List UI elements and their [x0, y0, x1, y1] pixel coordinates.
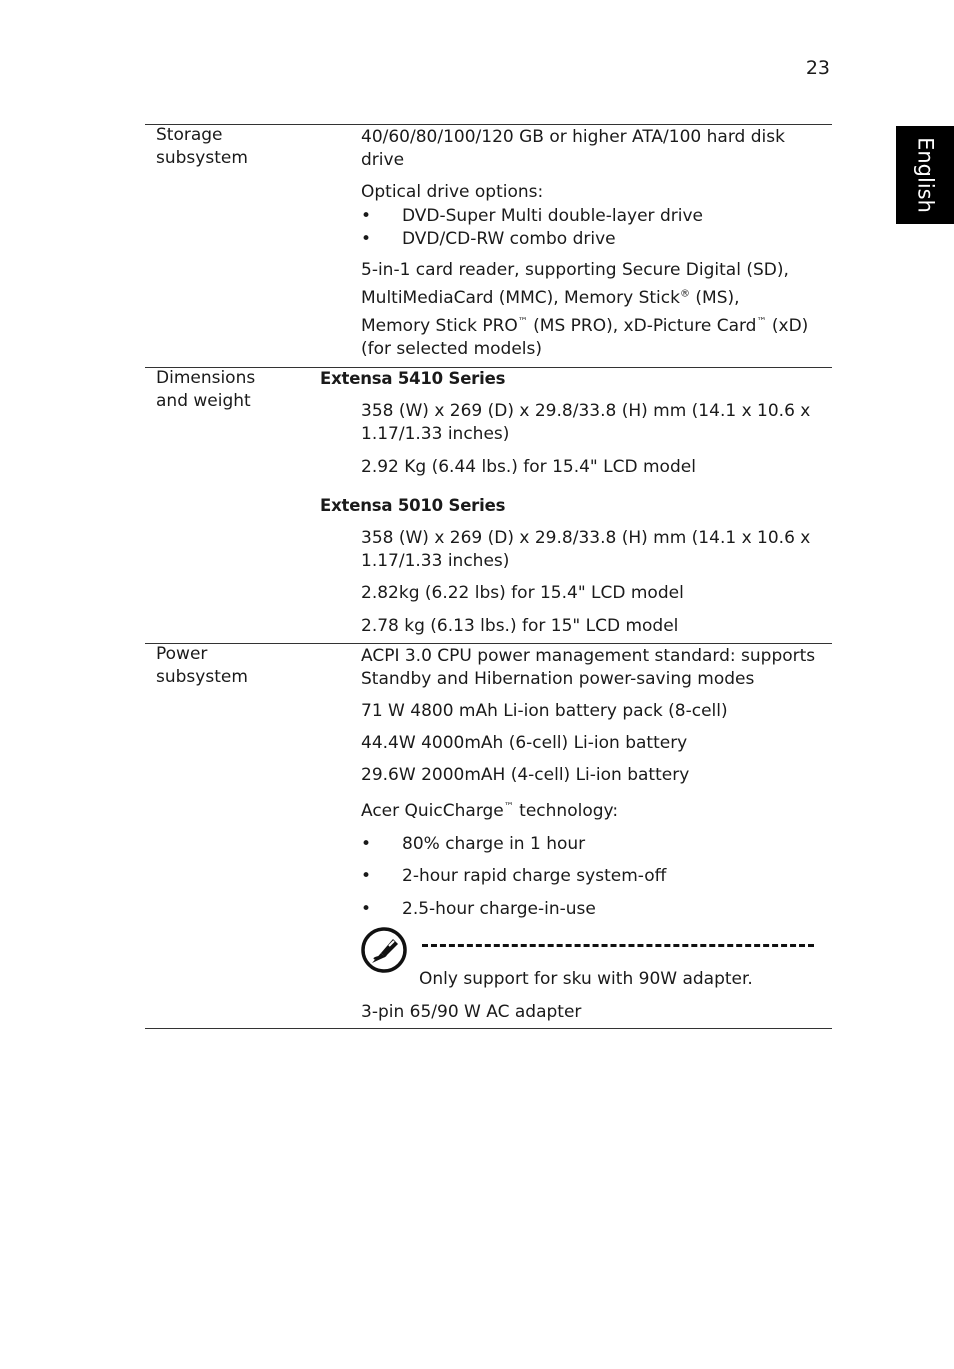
weight-spec: 2.82kg (6.22 lbs) for 15.4" LCD model [361, 583, 684, 603]
note-divider [422, 944, 814, 947]
series-heading: Extensa 5010 Series [320, 496, 506, 515]
quiccharge-title: Acer QuicCharge™ technology: [361, 801, 619, 821]
dimensions-label: Dimensions and weight [156, 368, 256, 411]
language-tab-label: English [913, 137, 938, 213]
note-pen-icon [360, 926, 408, 974]
note-text: Only support for sku with 90W adapter. [419, 969, 753, 989]
series-heading: Extensa 5410 Series [320, 369, 506, 388]
dimension-spec: 358 (W) x 269 (D) x 29.8/33.8 (H) mm (14.1 x 10.6 x 1.17/1.33 inches) [361, 401, 811, 444]
acpi-spec: ACPI 3.0 CPU power management standard: supports Standby and Hibernation power-saving modes [361, 646, 816, 689]
card-reader-spec: 5-in-1 card reader, supporting Secure Digital (SD), MultiMediaCard (MMC), Memory Stick® (MS), Memory Stick PRO™ (MS PRO), xD-Picture Card™ (xD) (for selected models) [361, 260, 809, 359]
dimension-spec: 358 (W) x 269 (D) x 29.8/33.8 (H) mm (14.1 x 10.6 x 1.17/1.33 inches) [361, 528, 811, 571]
page-number: 23 [805, 57, 830, 79]
weight-spec: 2.78 kg (6.13 lbs.) for 15" LCD model [361, 616, 679, 636]
battery-spec: 29.6W 2000mAH (4-cell) Li-ion battery [361, 765, 690, 785]
storage-label: Storage subsystem [156, 125, 248, 168]
adapter-spec: 3-pin 65/90 W AC adapter [361, 1002, 582, 1022]
power-label: Power subsystem [156, 644, 248, 687]
language-tab [896, 126, 954, 224]
battery-spec: 44.4W 4000mAh (6-cell) Li-ion battery [361, 733, 688, 753]
battery-spec: 71 W 4800 mAh Li-ion battery pack (8-cell) [361, 701, 728, 721]
hdd-spec: 40/60/80/100/120 GB or higher ATA/100 hard disk drive [361, 127, 785, 170]
optical-title: Optical drive options: [361, 182, 544, 202]
table-bottom-rule [145, 1028, 832, 1029]
weight-spec: 2.92 Kg (6.44 lbs.) for 15.4" LCD model [361, 457, 696, 477]
